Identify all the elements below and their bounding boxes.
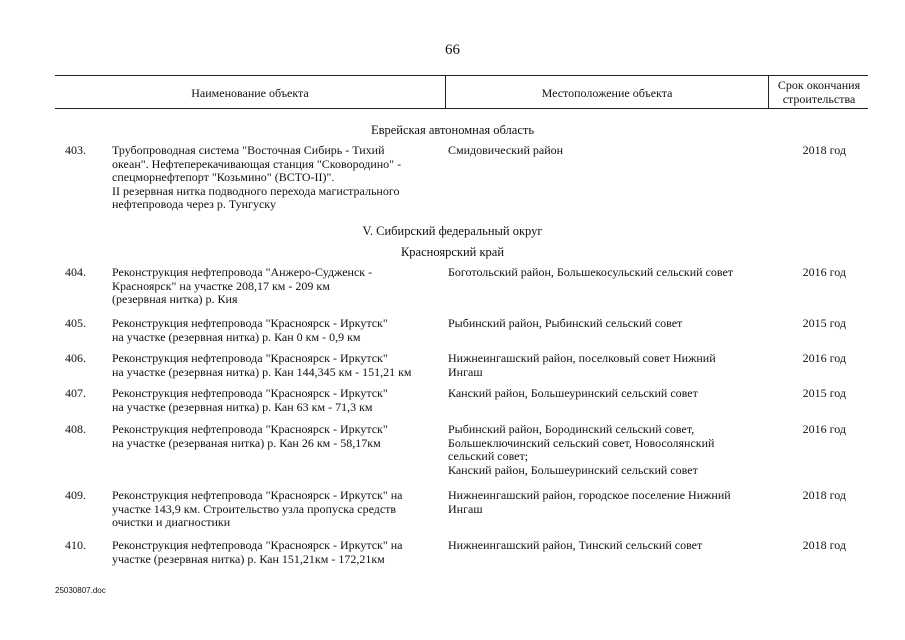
row-object-name: Реконструкция нефтепровода "Красноярск - Иркутск" на участке 143,9 км. Строительство узла пропуска средств очистки и диагностики bbox=[112, 488, 403, 529]
row-term: 2015 год bbox=[802, 316, 846, 330]
row-location: Боготольский район, Большекосульский сельский совет bbox=[448, 265, 734, 279]
row-number: 404. bbox=[65, 265, 86, 279]
row-number: 403. bbox=[65, 143, 86, 157]
page-number: 66 bbox=[445, 42, 460, 58]
row-location: Канский район, Большеуринский сельский совет bbox=[448, 386, 698, 400]
row-number: 408. bbox=[65, 422, 86, 436]
row-term: 2015 год bbox=[802, 386, 846, 400]
row-location: Нижнеингашский район, поселковый совет Нижний Ингаш bbox=[448, 351, 716, 379]
row-term: 2018 год bbox=[802, 488, 846, 502]
row-object-name: Реконструкция нефтепровода "Красноярск - Иркутск" на участке (резерваная нитка) р. Кан 26 км - 58,17км bbox=[112, 422, 388, 450]
row-term: 2016 год bbox=[802, 265, 846, 279]
row-object-name: Реконструкция нефтепровода "Анжеро-Судженск - Красноярск" на участке 208,17 км - 209 км (резервная нитка) р. Кия bbox=[112, 265, 373, 306]
section-jewish-region: Еврейская автономная область bbox=[370, 123, 535, 137]
row-location: Нижнеингашский район, Тинский сельский совет bbox=[448, 538, 703, 552]
row-location: Рыбинский район, Бородинский сельский совет, Большеключинский сельский совет, Новосолянский сельский совет; Канский район, Большеуринский сельский совет bbox=[448, 422, 715, 477]
row-term: 2018 год bbox=[802, 538, 846, 552]
row-number: 405. bbox=[65, 316, 86, 330]
section-siberian-district: V. Сибирский федеральный округ bbox=[362, 224, 543, 238]
row-object-name: Трубопроводная система "Восточная Сибирь - Тихий океан". Нефтеперекачивающая станция "Сковородино" - спецморнефтепорт "Козьмино" (ВСТО-II)". II резервная нитка подводного перехода магистрального нефтепровода через р. Тунгуску bbox=[112, 143, 402, 211]
row-number: 409. bbox=[65, 488, 86, 502]
row-number: 410. bbox=[65, 538, 86, 552]
row-term: 2018 год bbox=[802, 143, 846, 157]
row-object-name: Реконструкция нефтепровода "Красноярск - Иркутск" на участке (резервная нитка) р. Кан 63 км - 71,3 км bbox=[112, 386, 388, 414]
row-object-name: Реконструкция нефтепровода "Красноярск - Иркутск" на участке (резервная нитка) р. Кан 144,345 км - 151,21 км bbox=[112, 351, 412, 379]
row-term: 2016 год bbox=[802, 351, 846, 365]
row-object-name: Реконструкция нефтепровода "Красноярск - Иркутск" на участке (резервная нитка) р. Кан 151,21км - 172,21км bbox=[112, 538, 403, 566]
header-col-term-line1: Срок окончания bbox=[777, 78, 861, 92]
row-location: Рыбинский район, Рыбинский сельский совет bbox=[448, 316, 683, 330]
header-bottom-line bbox=[55, 108, 868, 109]
header-col-term bbox=[769, 78, 869, 106]
section-krasnoyarsk: Красноярский край bbox=[400, 245, 505, 259]
row-number: 406. bbox=[65, 351, 86, 365]
document-filename: 25030807.doc bbox=[55, 586, 106, 595]
row-number: 407. bbox=[65, 386, 86, 400]
row-object-name: Реконструкция нефтепровода "Красноярск - Иркутск" на участке (резервная нитка) р. Кан 0 км - 0,9 км bbox=[112, 316, 388, 344]
row-location: Нижнеингашский район, городское поселение Нижний Ингаш bbox=[448, 488, 731, 516]
row-location: Смидовический район bbox=[448, 143, 564, 157]
header-col-term-line2: строительства bbox=[782, 92, 856, 106]
header-col-location: Местоположение объекта bbox=[541, 86, 673, 100]
header-top-line bbox=[55, 75, 868, 76]
header-col-name: Наименование объекта bbox=[191, 86, 309, 100]
row-term: 2016 год bbox=[802, 422, 846, 436]
